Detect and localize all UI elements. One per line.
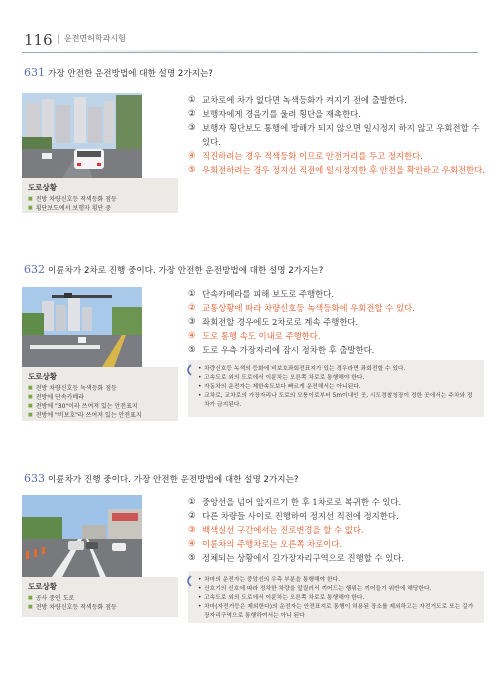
option-marker: ③ bbox=[188, 317, 196, 327]
explanation-item: • 차마의 운전자는 중앙선의 우측 부분을 통행해야 한다. bbox=[198, 576, 478, 585]
option-text: 보행자에게 경음기를 울려 횡단을 재촉한다. bbox=[202, 109, 361, 119]
question-number: 633 bbox=[24, 472, 45, 485]
header-title: 운전면허학과시험 bbox=[64, 34, 126, 43]
option-text: 교차로에 차가 없다면 녹색등화가 켜지기 전에 출발한다. bbox=[202, 95, 407, 105]
option-3[interactable] bbox=[188, 523, 486, 537]
question-text: 이륜차가 진행 중이다. 가장 안전한 운전방법에 대한 설명 2가지는? bbox=[48, 475, 299, 485]
situation-box bbox=[22, 577, 178, 617]
option-marker: ② bbox=[188, 303, 196, 313]
option-text: 교통상황에 따라 차량신호등 녹색등화에 우회전할 수 있다. bbox=[202, 303, 415, 313]
option-5[interactable] bbox=[188, 343, 486, 357]
situation-title: 도로상황 bbox=[28, 183, 57, 192]
option-marker: ① bbox=[188, 289, 196, 299]
option-marker: ③ bbox=[188, 525, 196, 535]
page-header bbox=[0, 0, 500, 52]
situation-item: ■ 전방 차량신호등 적색등화 점등 bbox=[28, 603, 172, 612]
option-text: 도로 우측 가장자리에 잠시 정차한 후 출발한다. bbox=[202, 345, 375, 355]
option-1[interactable] bbox=[188, 495, 486, 509]
header-rule bbox=[22, 52, 478, 53]
explanation-item: • 차마(자전거등은 제외한다)의 운전자는 안전표지로 통행이 허용된 장소를 제외하고는 자전거도로 또는 길가장자리구역으로 통행하여서는 아니 된다 bbox=[198, 603, 478, 621]
option-text: 이륜차의 주행차로는 오른쪽 차로이다. bbox=[202, 539, 343, 549]
option-marker: ④ bbox=[188, 331, 196, 341]
explanation-box bbox=[188, 360, 484, 417]
option-1[interactable] bbox=[188, 93, 486, 107]
answer-options bbox=[188, 93, 486, 177]
answer-options bbox=[188, 287, 486, 357]
road-photo bbox=[22, 287, 142, 367]
option-4[interactable] bbox=[188, 537, 486, 551]
situation-box bbox=[22, 367, 178, 421]
option-text: 도로 통행 속도 이내로 주행한다. bbox=[202, 331, 321, 341]
option-3[interactable] bbox=[188, 315, 486, 329]
option-5[interactable] bbox=[188, 551, 486, 565]
option-text: 다른 차량들 사이로 진행하여 정지선 직전에 정지한다. bbox=[202, 511, 399, 521]
option-text: 정체되는 상황에서 길가장자리구역으로 진행할 수 있다. bbox=[202, 553, 405, 563]
explanation-item: • 교차로, 교차로의 가장자리나 도로의 모퉁이로부터 5m이내인 곳, 시도경찰청장이 정한 곳에서는 주차와 정차가 금지된다. bbox=[198, 392, 478, 410]
situation-item: ■ 전방에 단속카메라 bbox=[28, 393, 172, 402]
option-text: 보행자 횡단보도 통행에 방해가 되지 않으면 일시정지 하지 않고 우회전할 수 있다. bbox=[202, 123, 480, 147]
option-text: 우회전하려는 경우 정지선 직전에 일시정지한 후 안전을 확인하고 우회전한다. bbox=[202, 165, 485, 175]
explanation-box bbox=[188, 571, 484, 623]
explanation-item: • 신호기의 신호에 따라 정차한 차량을 앞질러서 끼어드는 행위는 끼어들기 위반에 해당한다. bbox=[198, 585, 478, 594]
question-title bbox=[24, 263, 323, 276]
option-2[interactable] bbox=[188, 301, 486, 315]
question-number: 632 bbox=[24, 263, 45, 276]
option-2[interactable] bbox=[188, 107, 486, 121]
situation-item: ■ 전방 차량신호등 녹색등화 점등 bbox=[28, 384, 172, 393]
situation-item: ■ 공사 중인 도로 bbox=[28, 594, 172, 603]
question-title bbox=[24, 472, 298, 485]
option-3[interactable] bbox=[188, 121, 486, 149]
option-5[interactable] bbox=[188, 163, 486, 177]
option-marker: ④ bbox=[188, 151, 196, 161]
situation-title: 도로상황 bbox=[28, 372, 57, 381]
option-text: 직진하려는 경우 적색등화 이므로 안전거리를 두고 정지한다. bbox=[202, 151, 423, 161]
bracket-icon bbox=[184, 364, 192, 376]
option-marker: ② bbox=[188, 109, 196, 119]
question-title bbox=[24, 66, 213, 79]
situation-item: ■ 전방 차량신호등 적색등화 점등 bbox=[28, 195, 172, 204]
road-photo bbox=[22, 495, 142, 577]
option-1[interactable] bbox=[188, 287, 486, 301]
option-marker: ③ bbox=[188, 123, 196, 133]
question-number: 631 bbox=[24, 66, 45, 79]
option-marker: ⑤ bbox=[188, 165, 196, 175]
option-marker: ① bbox=[188, 95, 196, 105]
option-text: 중앙선을 넘어 앞지르기 한 후 1차로로 복귀한 수 있다. bbox=[202, 497, 402, 507]
page-number: 116 bbox=[24, 31, 53, 49]
explanation-item: • 자동차의 운전자는 제한속도보다 빠르게 운전해서는 아니된다. bbox=[198, 383, 478, 392]
option-marker: ⑤ bbox=[188, 345, 196, 355]
question-text: 이륜차가 2차로 진행 중이다. 가장 안전한 운전방법에 대한 설명 2가지는? bbox=[48, 266, 324, 276]
explanation-item: • 차량신호등 녹색의 등화에 비보호좌회전표지가 있는 경우라면 좌회전할 수 있다. bbox=[198, 365, 478, 374]
road-photo bbox=[22, 93, 142, 178]
option-text: 백색실선 구간에서는 진로변경을 할 수 없다. bbox=[202, 525, 364, 535]
option-4[interactable] bbox=[188, 149, 486, 163]
option-2[interactable] bbox=[188, 509, 486, 523]
answer-options bbox=[188, 495, 486, 565]
option-marker: ④ bbox=[188, 539, 196, 549]
situation-item: ■ 횡단보도에서 보행자 횡단 중 bbox=[28, 204, 172, 213]
situation-box bbox=[22, 178, 178, 213]
bracket-icon bbox=[184, 575, 192, 587]
header-divider bbox=[58, 34, 59, 44]
situation-item: ■ 전방에 "비보호"라 쓰여져 있는 안전표지 bbox=[28, 411, 172, 420]
explanation-item: • 고속도로 외의 도로에서 이륜차는 오른쪽 차로로 통행해야 한다. bbox=[198, 594, 478, 603]
explanation-item: • 고속도로 외의 도로에서 이륜차는 오른쪽 차로로 통행해야 한다. bbox=[198, 374, 478, 383]
option-text: 좌회전할 경우에도 2차로로 계속 주행한다. bbox=[202, 317, 359, 327]
situation-item: ■ 전방에 "30"이라 쓰여져 있는 안전표지 bbox=[28, 402, 172, 411]
option-marker: ① bbox=[188, 497, 196, 507]
option-4[interactable] bbox=[188, 329, 486, 343]
option-marker: ② bbox=[188, 511, 196, 521]
option-text: 단속카메라를 피해 보도로 주행한다. bbox=[202, 289, 335, 299]
situation-title: 도로상황 bbox=[28, 582, 57, 591]
option-marker: ⑤ bbox=[188, 553, 196, 563]
question-text: 가장 안전한 운전방법에 대한 설명 2가지는? bbox=[48, 69, 213, 79]
